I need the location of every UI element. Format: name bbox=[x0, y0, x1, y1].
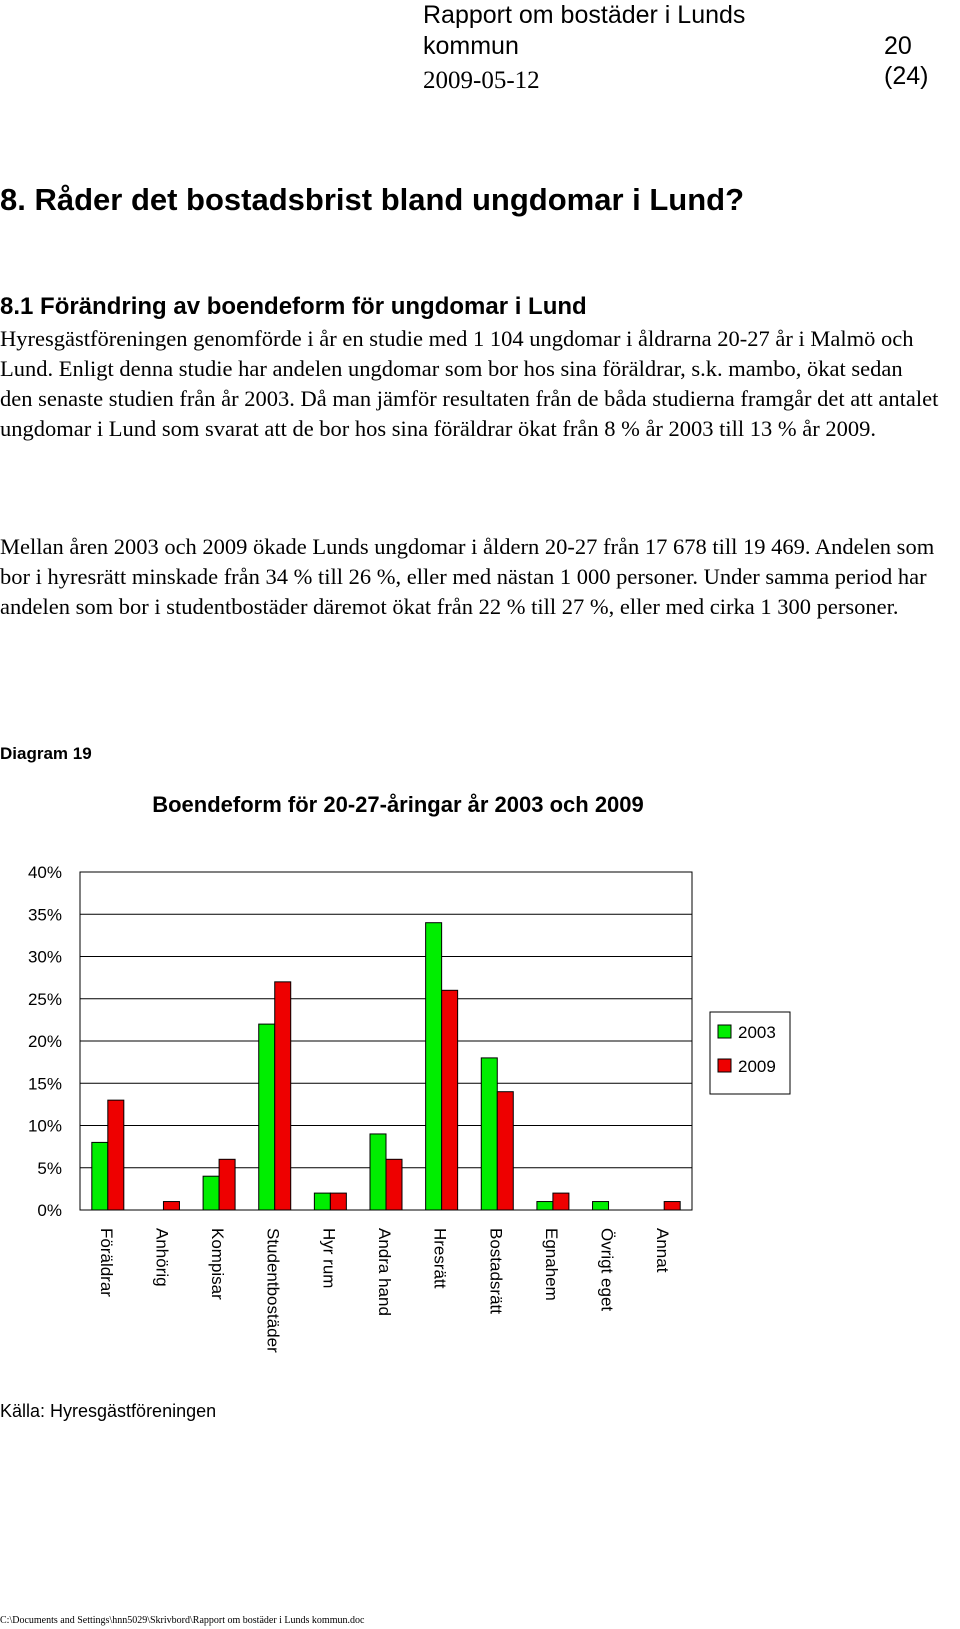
bar-2003 bbox=[593, 1202, 609, 1210]
bar-2003 bbox=[314, 1193, 330, 1210]
legend-label: 2009 bbox=[738, 1057, 776, 1076]
x-tick-label: Kompisar bbox=[208, 1228, 228, 1300]
y-tick-label: 40% bbox=[27, 863, 62, 882]
bar-2009 bbox=[275, 982, 291, 1210]
bar-2009 bbox=[330, 1193, 346, 1210]
bar-2003 bbox=[203, 1176, 219, 1210]
bar-2003 bbox=[370, 1134, 386, 1210]
bar-2009 bbox=[497, 1092, 513, 1210]
subsection-heading: 8.1 Förändring av boendeform för ungdomar i Lund bbox=[0, 293, 587, 320]
bar-2009 bbox=[553, 1193, 569, 1210]
bar-2009 bbox=[442, 990, 458, 1210]
bar-2003 bbox=[481, 1058, 497, 1210]
diagram-label: Diagram 19 bbox=[0, 744, 92, 763]
x-tick-label: Annat bbox=[653, 1228, 673, 1273]
bar-2003 bbox=[537, 1202, 553, 1210]
chart-title: Boendeform för 20-27-åringar år 2003 och 2009 bbox=[152, 792, 644, 817]
y-tick-label: 5% bbox=[37, 1158, 62, 1178]
bar-2009 bbox=[219, 1159, 235, 1210]
x-tick-label: Egnahem bbox=[541, 1228, 561, 1301]
y-tick-label: 35% bbox=[27, 905, 62, 925]
x-tick-label: Anhörig bbox=[152, 1228, 172, 1287]
legend-label: 2003 bbox=[738, 1023, 776, 1042]
bar-2009 bbox=[108, 1100, 124, 1210]
bar-chart bbox=[0, 780, 960, 1380]
y-tick-label: 30% bbox=[27, 947, 62, 967]
source-note: Källa: Hyresgästföreningen bbox=[0, 1401, 217, 1421]
bar-2009 bbox=[386, 1159, 402, 1210]
section-heading: 8. Råder det bostadsbrist bland ungdomar i Lund? bbox=[0, 182, 745, 217]
footer-path: C:\Documents and Settings\hnn5029\Skrivbord\Rapport om bostäder i Lunds kommun.doc bbox=[0, 1615, 365, 1626]
paragraph-2: Mellan åren 2003 och 2009 ökade Lunds ungdomar i åldern 20-27 från 17 678 till 19 469. Andelen som bor i hyresrätt minskade från 34 % till 26 %, eller med nästan 1 000 personer. Under samma period har andelen som bor i studentbostäder däremot ökat från 22 % till 27 %, eller med cirka 1 300 personer. bbox=[0, 534, 935, 619]
x-tick-label: Föräldrar bbox=[96, 1228, 116, 1297]
header-date: 2009-05-12 bbox=[423, 67, 540, 94]
bar-2009 bbox=[163, 1202, 179, 1210]
y-tick-label: 0% bbox=[37, 1201, 62, 1220]
x-tick-label: Andra hand bbox=[375, 1228, 394, 1316]
y-tick-label: 25% bbox=[27, 989, 62, 1009]
bar-2009 bbox=[664, 1202, 680, 1210]
paragraph-1: Hyresgästföreningen genomförde i år en studie med 1 104 ungdomar i åldrarna 20-27 år i Malmö och Lund. Enligt denna studie har andelen ungdomar som bor hos sina föräldrar, s.k. mambo, ökat sedan den senaste studien från år 2003. Då man jämför resultaten från de båda studierna framgår det att antalet ungdomar i Lund som svarat att de bor hos sina föräldrar ökat från 8 % år 2003 till 13 % år 2009. bbox=[0, 326, 939, 441]
bar-2003 bbox=[259, 1024, 275, 1210]
bar-2003 bbox=[92, 1142, 108, 1210]
legend-swatch bbox=[718, 1059, 731, 1072]
x-tick-label: Studentbostäder bbox=[263, 1228, 283, 1353]
y-tick-label: 15% bbox=[27, 1074, 62, 1094]
x-tick-label: Övrigt eget bbox=[597, 1228, 617, 1312]
header-title-line2: kommun bbox=[423, 32, 519, 60]
y-tick-label: 10% bbox=[27, 1116, 62, 1136]
legend-swatch bbox=[718, 1025, 731, 1038]
header-page-number: 20 (24) bbox=[884, 32, 929, 90]
x-tick-label: Hresrätt bbox=[430, 1228, 450, 1289]
x-tick-label: Bostadsrätt bbox=[486, 1228, 506, 1314]
x-tick-label: Hyr rum bbox=[319, 1228, 339, 1289]
y-tick-label: 20% bbox=[27, 1032, 62, 1051]
header-title-line1: Rapport om bostäder i Lunds bbox=[423, 1, 746, 29]
bar-2003 bbox=[426, 923, 442, 1210]
